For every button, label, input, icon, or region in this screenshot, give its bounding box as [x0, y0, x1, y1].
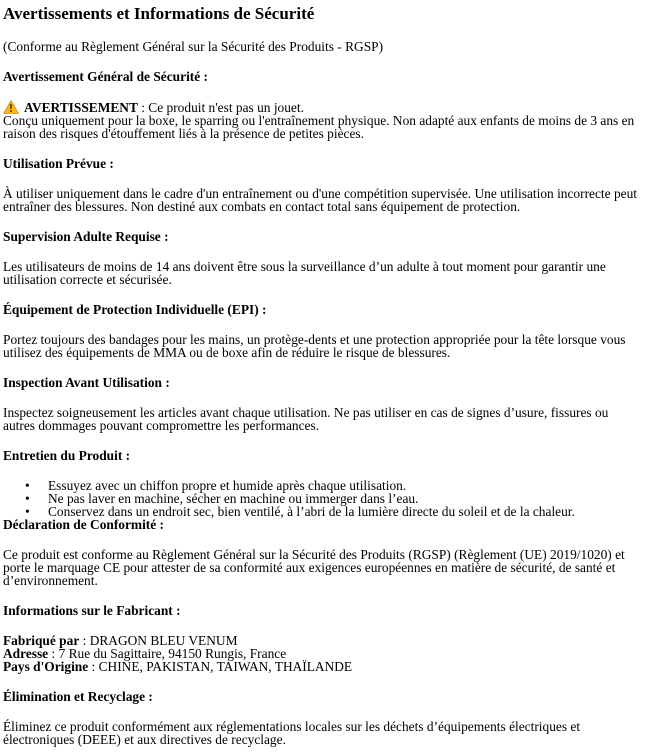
warning-icon: [3, 100, 19, 114]
list-item: • Ne pas laver en machine, sécher en machine ou immerger dans l’eau.: [3, 492, 643, 505]
list-item: • Essuyez avec un chiffon propre et humide après chaque utilisation.: [3, 479, 643, 492]
section-heading-recycling: Élimination et Recyclage :: [3, 689, 153, 704]
section-heading-manufacturer: Informations sur le Fabricant :: [3, 603, 181, 618]
separator: :: [48, 646, 59, 661]
warning-label: AVERTISSEMENT: [24, 100, 138, 115]
bullet-list: [3, 479, 643, 518]
manufacturer-block: [3, 634, 643, 673]
section-heading-inspection: Inspection Avant Utilisation :: [3, 375, 170, 390]
manufacturer-value: 7 Rue du Sagittaire, 94150 Rungis, France: [58, 646, 287, 661]
section-heading-general: Avertissement Général de Sécurité :: [3, 69, 209, 84]
manufacturer-label: Pays d'Origine: [3, 659, 89, 674]
manufacturer-label: Adresse: [3, 646, 49, 661]
section-heading-maintenance: Entretien du Produit :: [3, 448, 131, 463]
manufacturer-row: [3, 660, 643, 673]
section-heading-epi: Équipement de Protection Individuelle (EPI) :: [3, 302, 267, 317]
paragraph-supervision: Les utilisateurs de moins de 14 ans doivent être sous la surveillance d’un adulte à tout moment pour garantir une utilisation correcte et sécurisée.: [3, 259, 606, 287]
paragraph-recycling: Éliminez ce produit conformément aux réglementations locales sur les déchets d’équipements électriques et électroniques (DEEE) et aux directives de recyclage.: [3, 719, 581, 747]
page-title: Avertissements et Informations de Sécurité: [3, 4, 315, 23]
manufacturer-value: CHINE, PAKISTAN, TAIWAN, THAÏLANDE: [98, 659, 353, 674]
separator: :: [79, 633, 90, 648]
separator: :: [88, 659, 99, 674]
list-item: • Conservez dans un endroit sec, bien ventilé, à l’abri de la lumière directe du soleil et de la chaleur.: [3, 505, 643, 518]
paragraph-conformity: Ce produit est conforme au Règlement Général sur la Sécurité des Produits (RGSP) (Règlement (UE) 2019/1020) et porte le marquage CE pour attester de sa conformité aux exigences européennes en matière de sécurité, de santé et d’environnement.: [3, 547, 625, 588]
section-heading-supervision: Supervision Adulte Requise :: [3, 229, 169, 244]
warning-text: : Ce produit n'est pas un jouet.: [137, 100, 304, 115]
warning-block: [3, 100, 643, 140]
warning-body: Conçu uniquement pour la boxe, le sparring ou l'entraînement physique. Non adapté aux enfants de moins de 3 ans en raison des risques d'étouffement liés à la présence de petites pièces.: [3, 113, 635, 141]
section-heading-conformity: Déclaration de Conformité :: [3, 517, 165, 532]
paragraph-usage: À utiliser uniquement dans le cadre d'un entraînement ou d'une compétition supervisée. Une utilisation incorrecte peut entraîner des blessures. Non destiné aux combats en contact total sans équipement de protection.: [3, 186, 637, 214]
paragraph-epi: Portez toujours des bandages pour les mains, un protège-dents et une protection appropriée pour la tête lorsque vous utilisez des équipements de MMA ou de boxe afin de réduire le risque de blessures.: [3, 332, 626, 360]
subtitle: (Conforme au Règlement Général sur la Sécurité des Produits - RGSP): [3, 39, 384, 54]
warning-line: [3, 100, 643, 114]
paragraph-inspection: Inspectez soigneusement les articles avant chaque utilisation. Ne pas utiliser en cas de signes d’usure, fissures ou autres dommages pouvant compromettre les performances.: [3, 405, 609, 433]
manufacturer-value: DRAGON BLEU VENUM: [89, 633, 238, 648]
manufacturer-label: Fabriqué par: [3, 633, 80, 648]
section-heading-usage: Utilisation Prévue :: [3, 156, 114, 171]
